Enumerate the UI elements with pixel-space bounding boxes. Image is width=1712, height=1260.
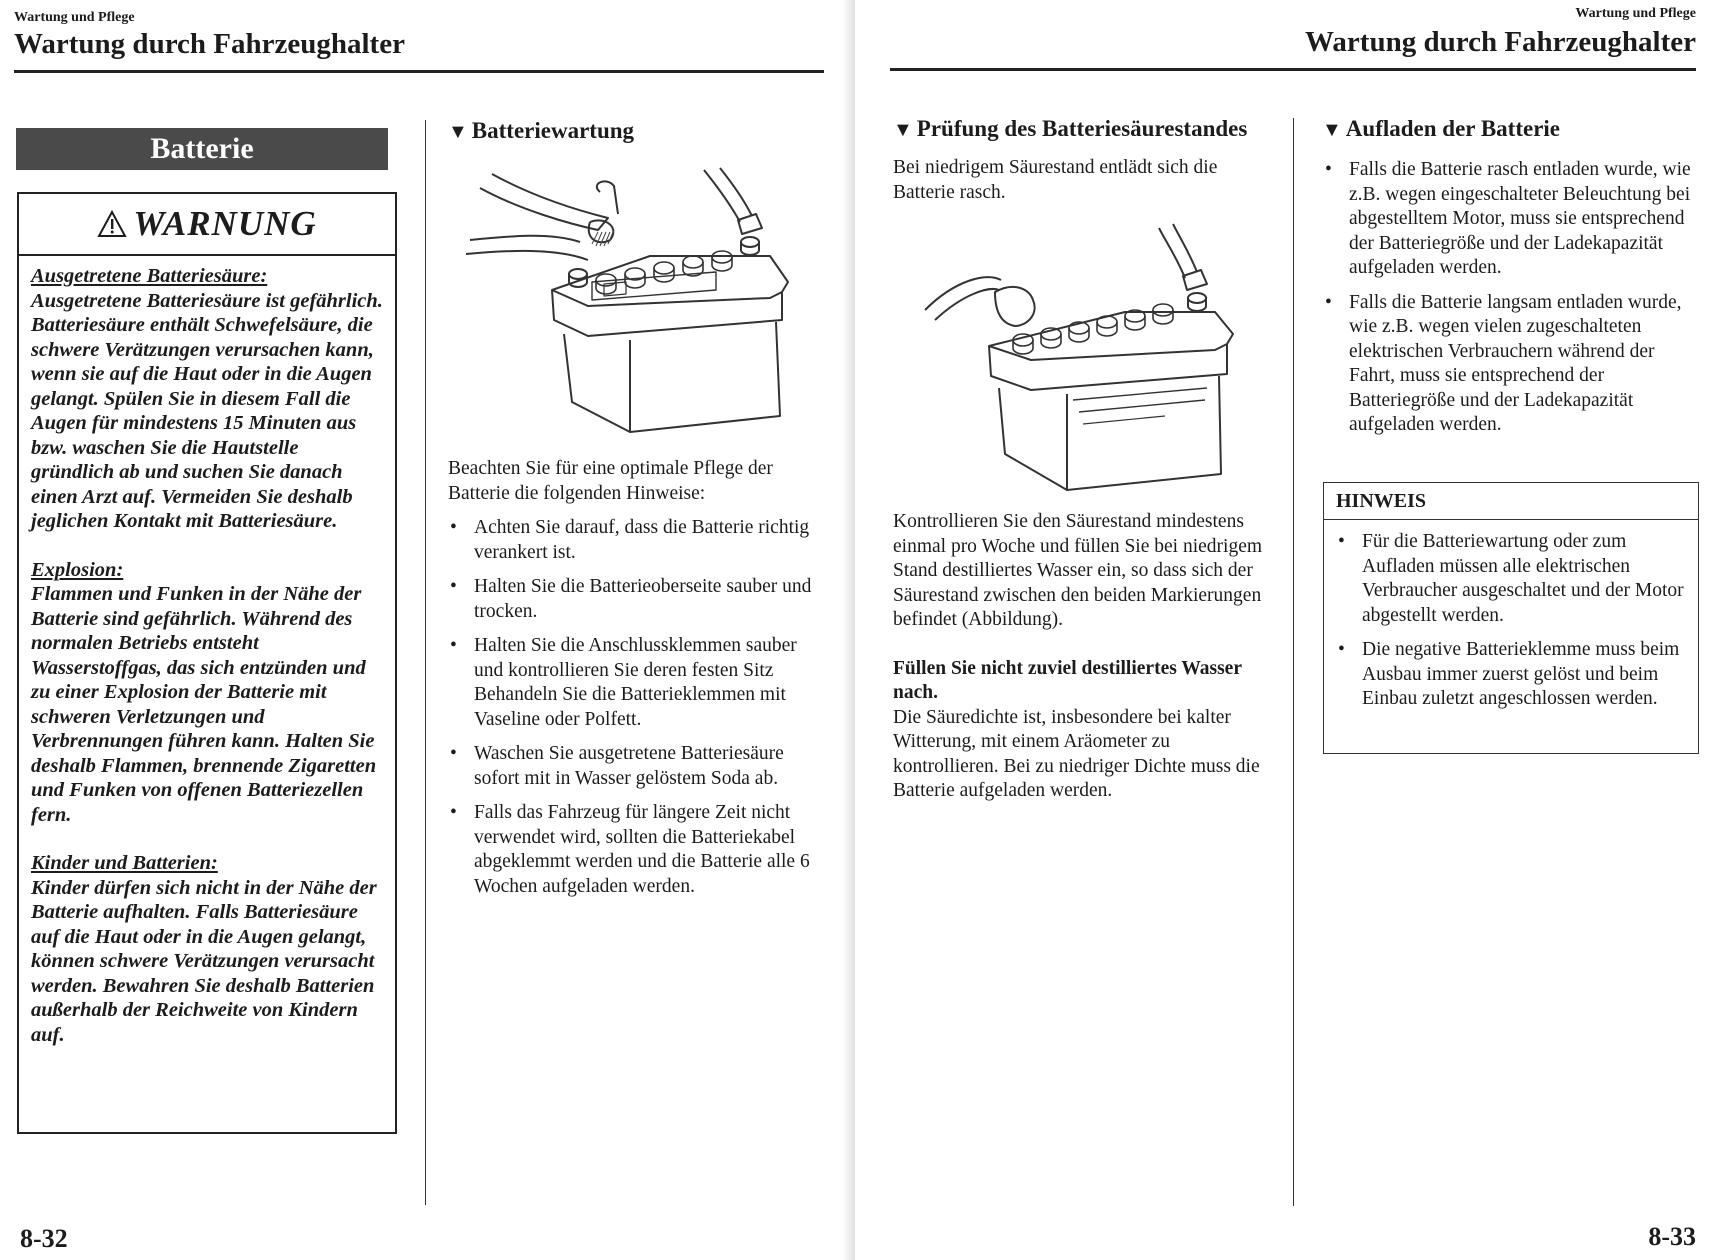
- header-rule: [14, 70, 824, 73]
- page-number: 8-33: [1648, 1222, 1696, 1251]
- warning-text: Kinder dürfen sich nicht in der Nähe der Batterie aufhalten. Falls Batteriesäure auf die Haut oder in die Augen gelangt, können schwere Verätzungen verursacht werden. Bewahren Sie deshalb Batterien außerhalb der Reichweite von Kindern auf.: [31, 876, 377, 1046]
- section-bar: Batterie: [16, 128, 388, 170]
- column-divider: [1293, 118, 1294, 1206]
- header-rule: [890, 68, 1696, 71]
- charging-list: [1323, 158, 1701, 438]
- acid-check-intro: Bei niedrigem Säurestand entlädt sich die Batterie rasch.: [893, 157, 1218, 203]
- page-title: Wartung durch Fahrzeughalter: [14, 28, 405, 60]
- warning-block-children: [31, 851, 383, 1047]
- note-box: [1323, 482, 1699, 754]
- list-item: • Die negative Batterieklemme muss beim Ausbau immer zuerst gelöst und beim Einbau zuletzt angeschlossen werden.: [1336, 638, 1688, 712]
- list-item: • Halten Sie die Batterieoberseite sauber und trocken.: [448, 575, 828, 624]
- column-divider: [425, 120, 426, 1205]
- triangle-bullet-icon: ▼: [893, 119, 913, 141]
- page-number: 8-32: [20, 1224, 68, 1253]
- note-list: [1336, 530, 1688, 712]
- list-item: • Achten Sie darauf, dass die Batterie richtig verankert ist.: [448, 516, 828, 565]
- maintenance-list: [448, 516, 828, 899]
- note-header: HINWEIS: [1324, 483, 1698, 520]
- list-item: • Falls die Batterie rasch entladen wurde, wie z.B. wegen eingeschalteter Beleuchtung bei abgestelltem Motor, muss sie entsprechend der Batteriegröße und der Ladekapazität aufgeladen werden.: [1323, 158, 1701, 281]
- warning-title: WARNUNG: [133, 204, 317, 243]
- warning-block-explosion: [31, 558, 383, 828]
- section-title-text: Aufladen der Batterie: [1345, 116, 1561, 141]
- acid-check-bold-heading: Füllen Sie nicht zuviel destilliertes Wasser nach.: [893, 657, 1242, 703]
- section-title-text: Batteriewartung: [471, 118, 635, 143]
- warning-text: Ausgetretene Batteriesäure ist gefährlich. Batteriesäure enthält Schwefelsäure, die schwere Verätzungen verursachen kann, wenn sie auf die Haut oder in die Augen gelangt. Spülen Sie in diesem Fall die Augen für mindestens 15 Minuten aus bzw. waschen Sie die Hautstelle gründlich ab und suchen Sie danach einen Arzt auf. Vermeiden Sie deshalb jeglichen Kontakt mit Batteriesäure.: [31, 289, 383, 532]
- list-item: • Für die Batteriewartung oder zum Aufladen müssen alle elektrischen Verbraucher ausgeschaltet und der Motor abgestellt werden.: [1336, 530, 1688, 628]
- acid-check-body: Kontrollieren Sie den Säurestand mindestens einmal pro Woche und füllen Sie bei niedrigem Stand destilliertes Wasser ein, so dass sich der Säurestand zwischen den beiden Markierungen befindet (Abbildung).: [893, 511, 1263, 630]
- running-header: Wartung und Pflege: [14, 10, 135, 25]
- warning-box: [17, 192, 397, 1134]
- section-title-maintenance: [448, 118, 634, 144]
- warning-triangle-icon: [97, 210, 127, 238]
- acid-check-body2: Die Säuredichte ist, insbesondere bei kalter Witterung, mit einem Aräometer zu kontrollieren. Bei zu niedriger Dichte muss die Batterie aufgeladen werden.: [893, 706, 1260, 801]
- warning-header: [19, 194, 395, 256]
- warning-block-acid: [31, 264, 383, 534]
- list-item: • Waschen Sie ausgetretene Batteriesäure sofort mit in Wasser gelöstem Soda ab.: [448, 742, 828, 791]
- section-title-text: Prüfung des Batteriesäurestandes: [916, 116, 1248, 141]
- battery-acid-level-illustration: [915, 228, 1255, 498]
- note-body: [1324, 520, 1698, 712]
- left-page: [0, 0, 855, 1260]
- running-header: Wartung und Pflege: [1575, 6, 1696, 21]
- list-item: • Falls die Batterie langsam entladen wurde, wie z.B. wegen vielen zugeschalteten elektrischen Verbrauchern während der Fahrt, muss sie entsprechend der Batteriegröße und der Ladekapazität aufgeladen werden.: [1323, 291, 1701, 438]
- triangle-bullet-icon: ▼: [448, 121, 468, 143]
- list-item: • Halten Sie die Anschlussklemmen sauber und kontrollieren Sie deren festen Sitz Behandeln Sie die Batterieklemmen mit Vaseline oder Polfett.: [448, 634, 828, 732]
- right-page: [855, 0, 1712, 1260]
- maintenance-intro: Beachten Sie für eine optimale Pflege der Batterie die folgenden Hinweise:: [448, 458, 773, 504]
- page-title: Wartung durch Fahrzeughalter: [1305, 26, 1696, 58]
- warning-body: [19, 256, 395, 1047]
- section-title-acid-check: [893, 116, 1247, 142]
- battery-cleaning-illustration: [480, 170, 830, 450]
- warning-text: Flammen und Funken in der Nähe der Batterie sind gefährlich. Während des normalen Betriebs entsteht Wasserstoffgas, das sich entzünden und zu einer Explosion der Batterie mit schweren Verletzungen und Verbrennungen führen kann. Halten Sie deshalb Flammen, brennende Zigaretten und Funken von offenen Batteriezellen fern.: [31, 583, 377, 826]
- triangle-bullet-icon: ▼: [1322, 119, 1342, 141]
- section-title-charging: [1322, 116, 1560, 142]
- warning-heading: Ausgetretene Batteriesäure:: [31, 265, 268, 287]
- charging-text: [1323, 158, 1701, 448]
- list-item: • Falls das Fahrzeug für längere Zeit nicht verwendet wird, sollten die Batteriekabel abgeklemmt werden und die Batterie alle 6 Wochen aufgeladen werden.: [448, 801, 828, 899]
- warning-heading: Explosion:: [31, 558, 124, 581]
- maintenance-text: [448, 457, 828, 909]
- warning-heading: Kinder und Batterien:: [31, 852, 218, 874]
- acid-check-text: [893, 510, 1273, 804]
